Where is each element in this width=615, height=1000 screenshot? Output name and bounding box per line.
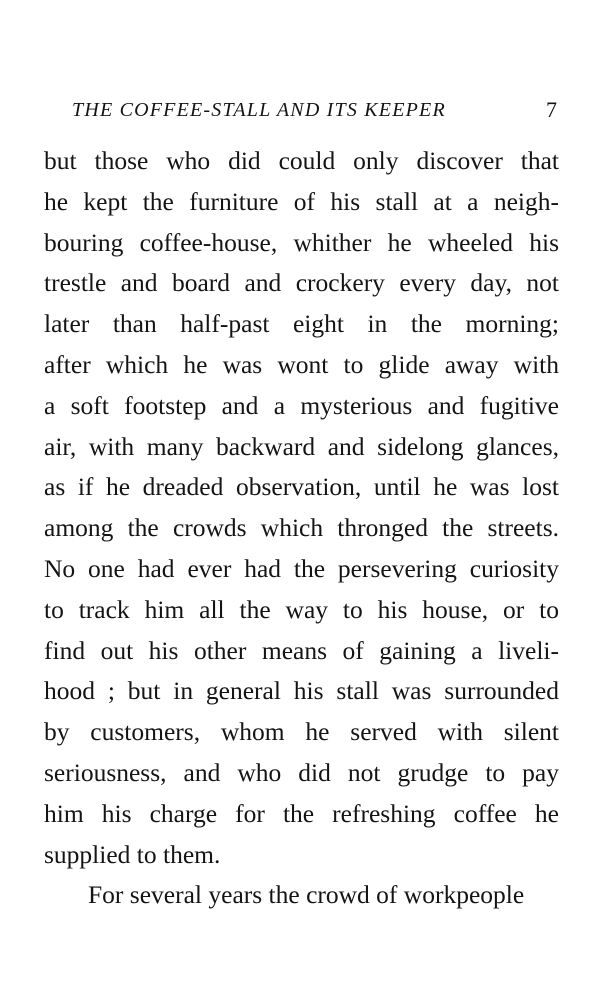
text-line: No one had ever had the persevering curiosity xyxy=(44,553,559,583)
text-line: seriousness, and who did not grudge to pay xyxy=(44,757,559,787)
text-line: among the crowds which thronged the streets. xyxy=(44,513,559,543)
page-header xyxy=(72,95,557,125)
paragraph xyxy=(44,141,559,875)
paragraph xyxy=(44,875,559,916)
body-text xyxy=(44,141,559,916)
text-line: after which he was wont to glide away with xyxy=(44,349,559,379)
text-line: bouring coffee-house, whither he wheeled his xyxy=(44,227,559,257)
text-line: For several years the crowd of workpeople xyxy=(88,880,525,910)
text-line: he kept the furniture of his stall at a neigh- xyxy=(44,186,559,216)
text-line: by customers, whom he served with silent xyxy=(44,717,559,747)
text-line: but those who did could only discover that xyxy=(44,146,559,175)
text-line: supplied to them. xyxy=(44,839,221,869)
page-number: 7 xyxy=(546,97,557,122)
text-line: later than half-past eight in the morning; xyxy=(44,309,559,339)
text-line: hood ; but in general his stall was surrounded xyxy=(44,676,559,706)
text-line: to track him all the way to his house, or to xyxy=(44,594,559,624)
running-title: THE COFFEE-STALL AND ITS KEEPER xyxy=(72,99,446,121)
text-line: him his charge for the refreshing coffee he xyxy=(44,798,559,828)
text-line: find out his other means of gaining a liveli- xyxy=(44,635,559,665)
text-line: a soft footstep and a mysterious and fugitive xyxy=(44,390,559,420)
text-line: air, with many backward and sidelong glances, xyxy=(44,431,559,461)
text-line: trestle and board and crockery every day, not xyxy=(44,268,559,298)
text-line: as if he dreaded observation, until he was lost xyxy=(44,472,559,502)
